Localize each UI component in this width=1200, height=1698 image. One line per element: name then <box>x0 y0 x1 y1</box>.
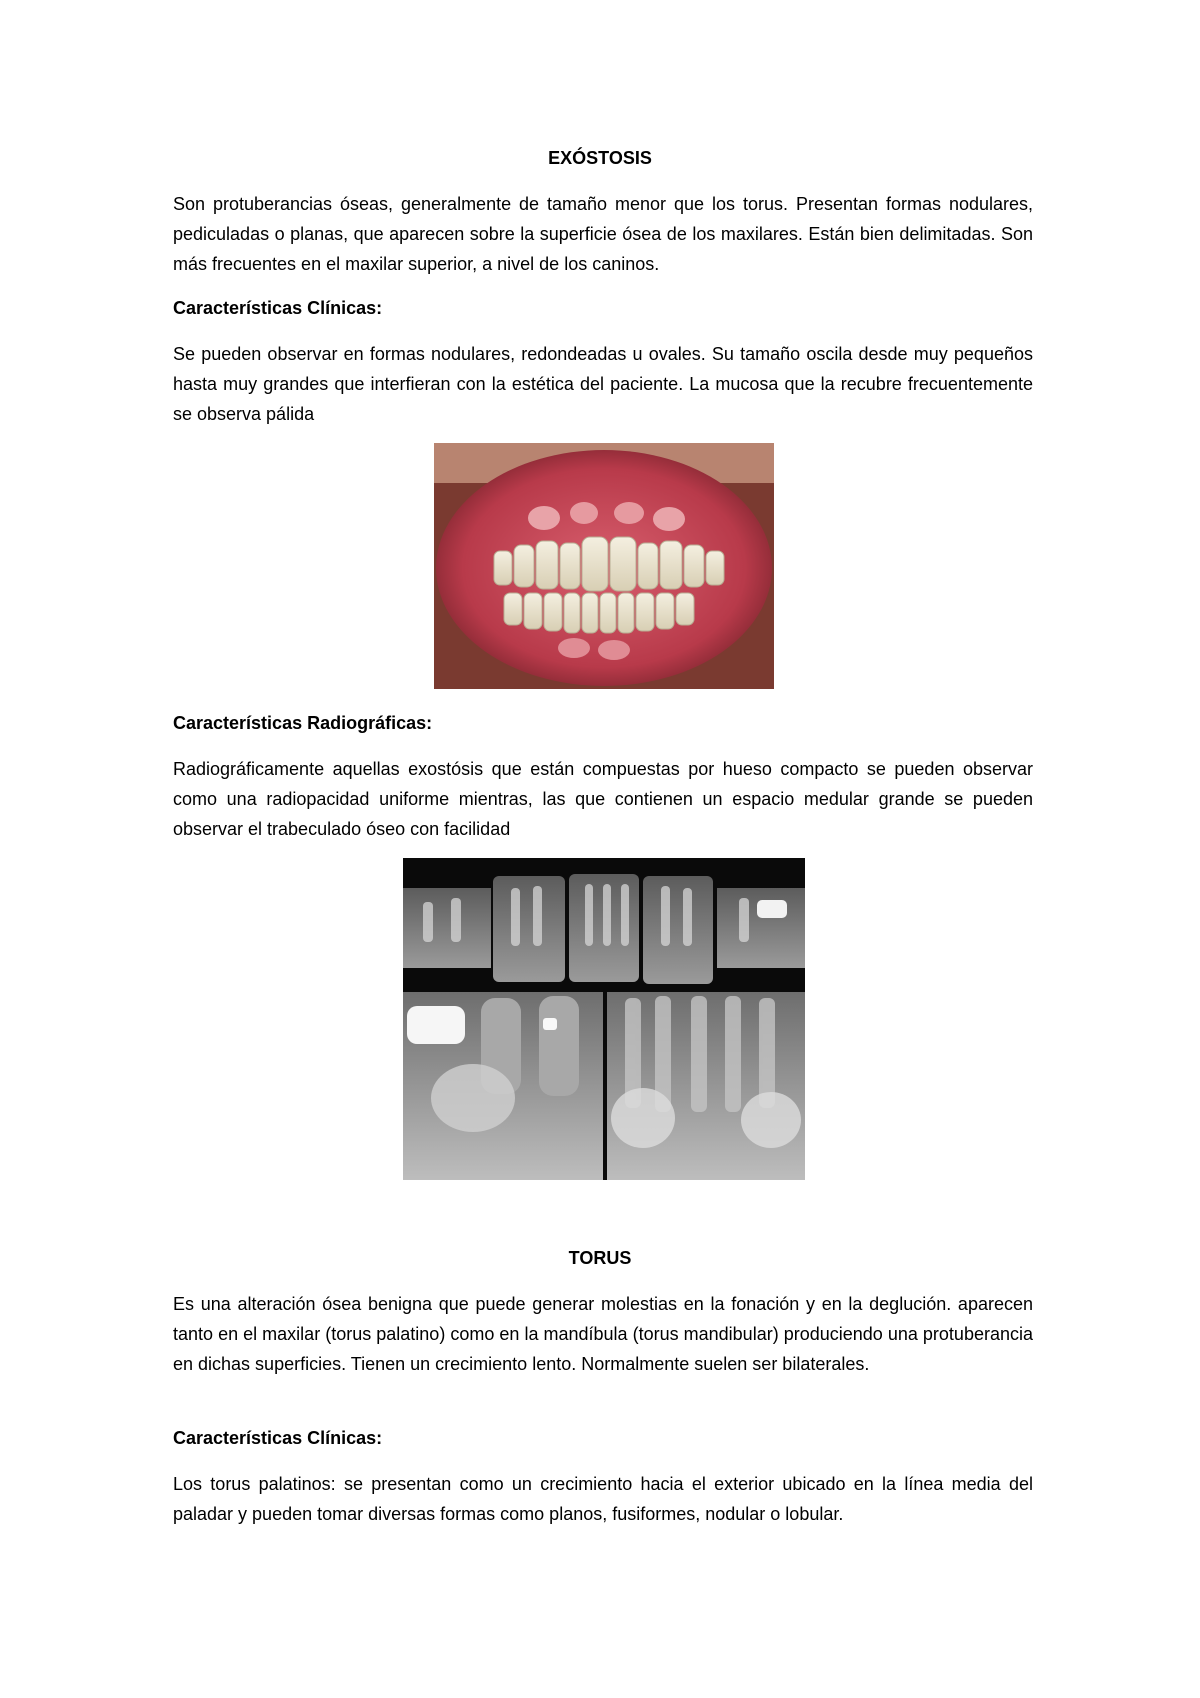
section-title-exostosis: EXÓSTOSIS <box>548 148 652 168</box>
torus-clinical-heading: Características Clínicas: <box>173 1428 383 1448</box>
clinical-heading: Características Clínicas: <box>173 298 383 318</box>
section-title-torus: TORUS <box>568 1248 632 1268</box>
torus-intro: Es una alteración ósea benigna que puede generar molestias en la fonación y en la deglución. aparecen tanto en el maxilar (torus palatino) como en la mandíbula (torus mandibular) produciendo una protuberancia en dichas superficies. Tienen un crecimiento lento. Normalmente suelen ser bilaterales. <box>173 1294 1033 1374</box>
clinical-text: Se pueden observar en formas nodulares, redondeadas u ovales. Su tamaño oscila desde muy pequeños hasta muy grandes que interfieran con la estética del paciente. La mucosa que la recubre frecuentemente se observa pálida <box>173 344 1033 424</box>
radiographic-text: Radiográficamente aquellas exostósis que están compuestas por hueso compacto se pueden observar como una radiopacidad uniforme mientras, las que contienen un espacio medular grande se pueden observar el trabeculado óseo con facilidad <box>173 759 1033 839</box>
radiograph-image <box>403 858 805 1180</box>
exostosis-intro: Son protuberancias óseas, generalmente de tamaño menor que los torus. Presentan formas nodulares, pediculadas o planas, que aparecen sobre la superficie ósea de los maxilares. Están bien delimitadas. Son más frecuentes en el maxilar superior, a nivel de los caninos. <box>173 194 1033 274</box>
clinical-photo <box>434 443 774 689</box>
torus-clinical-text: Los torus palatinos: se presentan como un crecimiento hacia el exterior ubicado en la línea media del paladar y pueden tomar diversas formas como planos, fusiformes, nodular o lobular. <box>173 1474 1033 1524</box>
radiographic-heading: Características Radiográficas: <box>173 713 433 733</box>
